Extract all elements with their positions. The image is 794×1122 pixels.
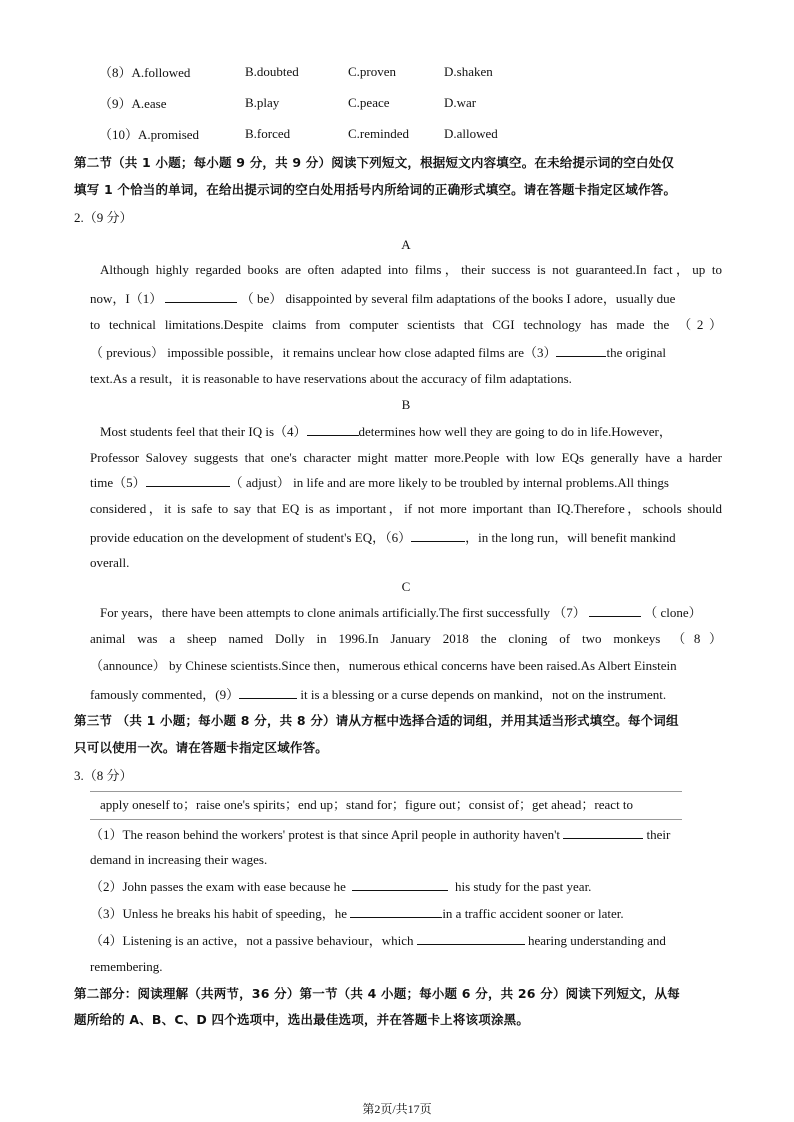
text: their [646,827,671,842]
blank-4[interactable] [307,423,359,436]
text: （2）John passes the exam with ease because he [90,879,346,894]
text: （1）The reason behind the workers' protest is that since April people in authority haven't [90,827,561,842]
section2-heading-cont: 填写 1 个恰当的单词，在给出提示词的空白处用括号内所给词的正确形式填空。请在答题卡指定区域作答。 [74,182,677,197]
text: （ adjust） in life and are more likely to be troubled by internal problems.All things [229,475,669,490]
text: （ previous） impossible possible，it remains unclear how close adapted films are（3） [90,345,557,360]
blank-item-2[interactable] [352,878,448,891]
passage-a-line2 [90,290,722,307]
passage-a-line4 [90,344,722,361]
part2-heading-cont: 题所给的 A、B、C、D 四个选项中，选出最佳选项，并在答题卡上将该项涂黑。 [74,1012,530,1027]
passage-label-c: C [401,579,411,594]
passage-c-line3: （announce） by Chinese scientists.Since then，numerous ethical concerns have been raised.As Albert Einstein [90,658,677,673]
blank-item-4[interactable] [417,932,525,945]
section3-heading-cont: 只可以使用一次。请在答题卡指定区域作答。 [74,740,329,755]
text: provide education on the development of student's EQ，（6） [90,530,412,545]
passage-b-line1 [100,423,732,440]
passage-a-line3: to technical limitations.Despite claims from computer scientists that CGI technology has made the （2） [90,317,722,332]
box-bottom-border [90,819,682,820]
passage-c-line4 [90,686,722,703]
section2-heading: 第二节（共 1 小题；每小题 9 分，共 9 分）阅读下列短文，根据短文内容填空。在未给提示词的空白处仅 [74,155,675,170]
text: his study for the past year. [454,879,592,894]
phrase-box: apply oneself to；raise one's spirits；end up；stand for；figure out；consist of；get ahead；react to [100,797,634,812]
item-4-line2: remembering. [90,959,163,974]
blank-1[interactable] [165,290,237,303]
blank-5[interactable] [146,474,230,487]
option-d: D.shaken [444,64,493,79]
option-d: D.allowed [444,126,498,141]
option-c: C.peace [348,95,390,110]
blank-6[interactable] [411,529,465,542]
box-top-border [90,791,682,792]
text: famously commented，(9） [90,687,240,702]
question-number: 2.（9 分） [74,210,133,225]
item-2 [90,878,722,895]
part2-heading: 第二部分：阅读理解（共两节，36 分）第一节（共 4 小题；每小题 6 分，共 26 分）阅读下列短文，从每 [74,986,680,1001]
passage-label-a: A [401,237,411,252]
text: Most students feel that their IQ is（4） [100,424,307,439]
blank-7[interactable] [589,604,641,617]
passage-b-line6: overall. [90,555,130,570]
item-1-line2: demand in increasing their wages. [90,852,268,867]
text: （ clone） [644,605,702,620]
passage-a-line5: text.As a result，it is reasonable to have reservations about the accuracy of film adaptations. [90,371,572,386]
text: in a traffic accident sooner or later. [442,906,624,921]
option-b: B.doubted [245,64,299,79]
item-1-line1 [90,826,722,843]
passage-b-line4: considered，it is safe to say that EQ is as important，if not more important than IQ.Therefore，schools should [90,501,722,516]
passage-c-line2: animal was a sheep named Dolly in 1996.In January 2018 the cloning of two monkeys （8） [90,631,722,646]
blank-item-1[interactable] [563,826,643,839]
blank-9[interactable] [239,686,297,699]
option-b: B.play [245,95,280,110]
passage-c-line1 [100,604,732,621]
text: time（5） [90,475,146,490]
text: it is a blessing or a curse depends on mankind，not on the instrument. [300,687,667,702]
option-d: D.war [444,95,477,110]
option-c: C.reminded [348,126,410,141]
text: （4）Listening is an active，not a passive behaviour，which [90,933,414,948]
text: determines how well they are going to do in life.However， [358,424,672,439]
option-a: （9）A.ease [99,96,167,111]
text: For years，there have been attempts to clone animals artificially.The first successfully （7） [100,605,586,620]
passage-label-b: B [401,397,411,412]
text: hearing understanding and [527,933,666,948]
text: the original [606,345,667,360]
text: （ be） disappointed by several film adaptations of the books I adore，usually due [240,291,676,306]
passage-a-line1: Although highly regarded books are often adapted into films，their success is not guaranteed.In fact，up to [100,262,722,277]
option-b: B.forced [245,126,291,141]
page-footer: 第2页/共17页 [362,1102,432,1116]
passage-b-line2: Professor Salovey suggests that one's character might matter more.People with low EQs generally have a harder [90,450,722,465]
item-4-line1 [90,932,722,949]
option-a: （10）A.promised [99,127,200,142]
option-c: C.proven [348,64,397,79]
passage-b-line5 [90,529,722,546]
item-3 [90,905,722,922]
text: ，in the long run，will benefit mankind [465,530,676,545]
option-a: （8）A.followed [99,65,191,80]
section3-heading: 第三节 （共 1 小题；每小题 8 分，共 8 分）请从方框中选择合适的词组，并用其适当形式填空。每个词组 [74,713,679,728]
question-number: 3.（8 分） [74,768,133,783]
blank-3[interactable] [556,344,606,357]
text: now，I（1） [90,291,163,306]
passage-b-line3 [90,474,722,491]
text: （3）Unless he breaks his habit of speeding，he [90,906,348,921]
blank-item-3[interactable] [350,905,442,918]
